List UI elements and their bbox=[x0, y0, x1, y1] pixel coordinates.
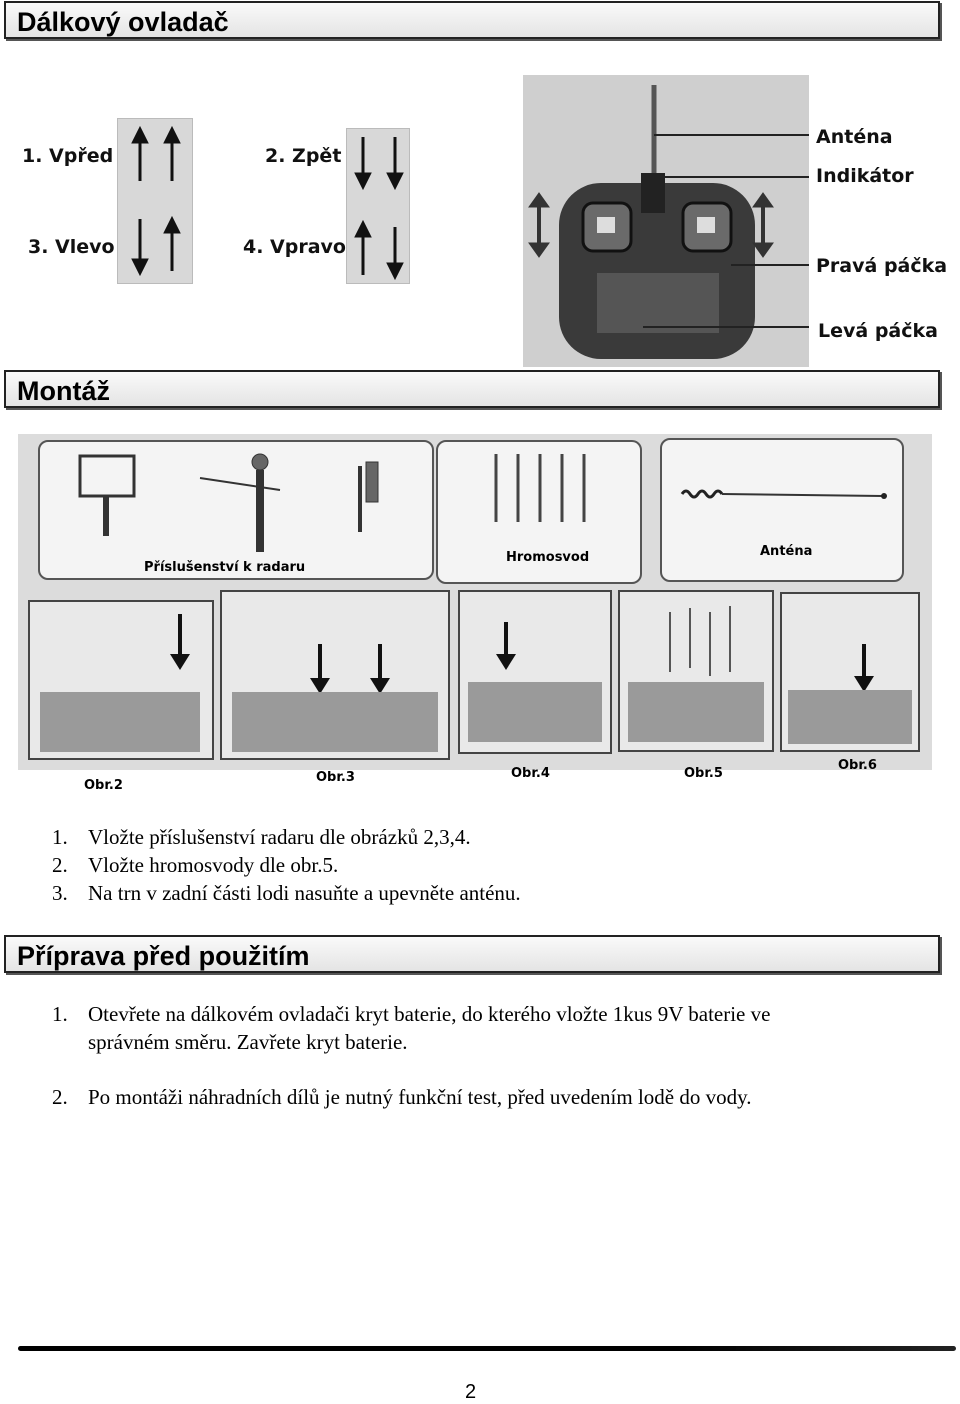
step-text-line: Otevřete na dálkovém ovladači kryt baterie, do kterého vložte 1kus 9V baterie ve bbox=[88, 1002, 771, 1026]
list-item bbox=[52, 851, 521, 879]
section-title-assembly: Montáž bbox=[17, 376, 110, 406]
back-right-arrows-card bbox=[346, 128, 410, 284]
step-text: Vložte hromosvody dle obr.5. bbox=[88, 853, 339, 877]
remote-label-left-stick: Levá páčka bbox=[818, 320, 938, 342]
footer-rule bbox=[18, 1346, 956, 1351]
antenna-part-illustration bbox=[662, 440, 902, 580]
remote-label-indicator: Indikátor bbox=[816, 165, 914, 187]
remote-label-antenna: Anténa bbox=[816, 126, 893, 148]
section-title-remote: Dálkový ovladač bbox=[17, 7, 229, 37]
part-label-radar: Příslušenství k radaru bbox=[144, 560, 306, 575]
list-item bbox=[52, 879, 521, 907]
preparation-steps-list bbox=[52, 1000, 770, 1111]
step-number: 1. bbox=[52, 825, 68, 849]
down-arrow-icon bbox=[30, 602, 212, 758]
step-text bbox=[88, 1000, 770, 1056]
control-label-back: 2. Zpět bbox=[265, 145, 342, 167]
control-label-forward: 1. Vpřed bbox=[22, 145, 114, 167]
arrow-icons bbox=[347, 129, 409, 283]
step-text: Na trn v zadní části lodi nasuňte a upevněte anténu. bbox=[88, 881, 521, 905]
step-number: 1. bbox=[52, 1002, 68, 1026]
control-label-right: 4. Vpravo bbox=[243, 236, 346, 258]
assembly-photo-obr3 bbox=[220, 590, 450, 760]
list-item bbox=[52, 1083, 770, 1111]
lightning-rods-photo-illustration bbox=[620, 592, 772, 750]
down-arrow-icon bbox=[460, 592, 610, 752]
step-number: 2. bbox=[52, 853, 68, 877]
assembly-photo-obr2 bbox=[28, 600, 214, 760]
figure-label-obr6: Obr.6 bbox=[838, 758, 877, 773]
remote-label-right-stick: Pravá páčka bbox=[816, 255, 948, 277]
assembly-photo-obr5 bbox=[618, 590, 774, 752]
antenna-part-panel bbox=[660, 438, 904, 582]
down-arrow-icon bbox=[222, 592, 448, 758]
figure-label-obr5: Obr.5 bbox=[684, 766, 723, 781]
step-text: Vložte příslušenství radaru dle obrázků 2,3,4. bbox=[88, 825, 471, 849]
figure-label-obr4: Obr.4 bbox=[511, 766, 550, 781]
section-header-preparation bbox=[4, 935, 940, 973]
control-label-left: 3. Vlevo bbox=[28, 236, 115, 258]
remote-control-photo bbox=[523, 75, 809, 367]
part-label-lightning: Hromosvod bbox=[506, 550, 590, 565]
step-number: 2. bbox=[52, 1085, 68, 1109]
assembly-photo-obr6 bbox=[780, 592, 920, 752]
section-header-remote bbox=[4, 1, 940, 39]
assembly-photo-obr4 bbox=[458, 590, 612, 754]
page-number: 2 bbox=[465, 1381, 477, 1403]
forward-left-arrows-card bbox=[117, 118, 193, 284]
radar-parts-illustration bbox=[40, 442, 432, 578]
list-item bbox=[52, 1000, 770, 1056]
remote-control-illustration bbox=[523, 75, 809, 367]
figure-label-obr3: Obr.3 bbox=[316, 770, 355, 785]
step-number: 3. bbox=[52, 881, 68, 905]
section-header-assembly bbox=[4, 370, 940, 408]
down-arrow-icon bbox=[782, 594, 918, 750]
radar-parts-panel bbox=[38, 440, 434, 580]
figure-label-obr2: Obr.2 bbox=[84, 778, 123, 793]
step-text-line: správném směru. Zavřete kryt baterie. bbox=[88, 1030, 408, 1054]
part-label-antenna: Anténa bbox=[760, 544, 813, 559]
arrow-icons bbox=[118, 119, 192, 283]
section-title-preparation: Příprava před použitím bbox=[17, 941, 310, 971]
list-item bbox=[52, 823, 521, 851]
lightning-rod-panel bbox=[436, 440, 642, 584]
assembly-steps-list bbox=[52, 823, 521, 907]
step-text: Po montáži náhradních dílů je nutný funkční test, před uvedením lodě do vody. bbox=[88, 1085, 752, 1109]
